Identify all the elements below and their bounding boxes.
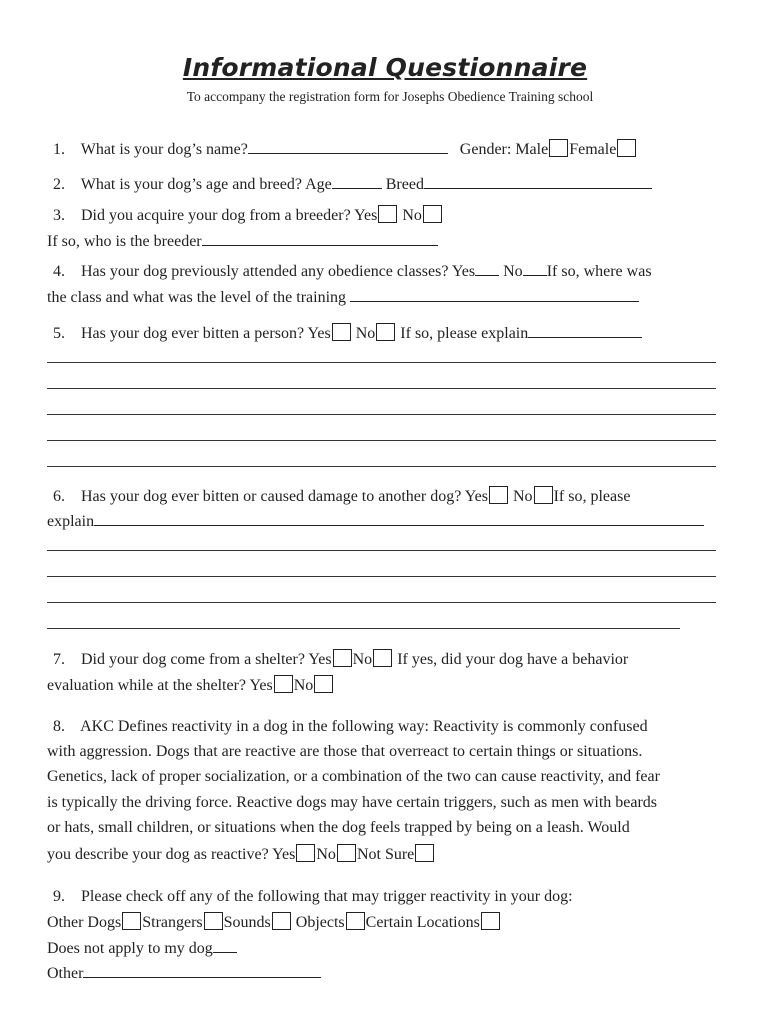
reactive-no-label: No: [316, 846, 336, 863]
question-6: 6. Has your dog ever bitten or caused damage to another dog? Yes No If so, please: [53, 488, 631, 505]
bitten-dog-explain-label: If so, please: [553, 488, 631, 505]
classes-no-field[interactable]: [523, 261, 547, 276]
question-1: 1. What is your dog’s name? Gender: Male Female: [47, 139, 637, 160]
trigger-other-dogs-checkbox[interactable]: [122, 912, 141, 930]
explain-line[interactable]: [47, 576, 716, 577]
reactive-no-checkbox[interactable]: [337, 844, 356, 862]
question-8: 8. AKC Defines reactivity in a dog in the following way: Reactivity is commonly confused: [53, 718, 648, 735]
shelter-no-label: No: [352, 651, 373, 668]
bitten-person-explain-label: If so, please explain: [400, 325, 529, 342]
eval-no-checkbox[interactable]: [314, 675, 333, 693]
breeder-no-checkbox[interactable]: [423, 205, 442, 223]
breeder-no-label: No: [402, 207, 422, 224]
gender-female-checkbox[interactable]: [617, 139, 636, 157]
question-2: 2. What is your dog’s age and breed? Age Breed: [47, 174, 652, 195]
not-apply-field[interactable]: [213, 938, 237, 953]
gender-male-label: Gender: Male: [459, 141, 549, 158]
classes-where-label: If so, where was: [546, 263, 652, 280]
bitten-person-yes-checkbox[interactable]: [332, 323, 351, 341]
not-apply-row: [47, 938, 237, 959]
trigger-options: [47, 912, 501, 933]
dog-name-field[interactable]: [248, 139, 448, 154]
question-3-text: Did you acquire your dog from a breeder? Yes: [81, 207, 378, 224]
question-6-explain-label: explain: [47, 513, 95, 530]
question-3-followup: [47, 231, 438, 252]
question-8-last-line: [47, 844, 435, 865]
page-title: Informational Questionnaire: [182, 53, 588, 82]
explain-line[interactable]: [47, 602, 716, 603]
explain-line[interactable]: [47, 440, 716, 441]
question-5: 5. Has your dog ever bitten a person? Yes No If so, please explain: [47, 323, 642, 344]
trigger-sounds-checkbox[interactable]: [272, 912, 291, 930]
eval-yes-checkbox[interactable]: [274, 675, 293, 693]
classes-no-label: No: [503, 263, 523, 280]
reactive-not-sure-checkbox[interactable]: [415, 844, 434, 862]
trigger-locations-label: Certain Locations: [365, 914, 480, 931]
question-1-text: What is your dog’s name?: [80, 141, 248, 158]
explain-line[interactable]: [47, 362, 716, 363]
training-level-field[interactable]: [350, 287, 639, 302]
breeder-who-label: If so, who is the breeder: [47, 233, 202, 250]
question-6-line-2: [47, 511, 704, 532]
shelter-eval-label: If yes, did your dog have a behavior: [397, 651, 629, 668]
bitten-person-no-checkbox[interactable]: [376, 323, 395, 341]
shelter-yes-checkbox[interactable]: [333, 649, 352, 667]
question-8-text: AKC Defines reactivity in a dog in the following way: Reactivity is commonly confused: [80, 718, 648, 735]
question-5-text: Has your dog ever bitten a person? Yes: [81, 325, 331, 342]
question-4-text: Has your dog previously attended any obedience classes? Yes: [81, 263, 476, 280]
gender-female-label: Female: [569, 141, 617, 158]
reactive-question-text: you describe your dog as reactive? Yes: [47, 846, 296, 863]
question-3: 3. Did you acquire your dog from a breeder? Yes No: [47, 205, 443, 226]
question-7: 7. Did your dog come from a shelter? Yes No If yes, did your dog have a behavior: [53, 651, 629, 668]
question-9: 9. Please check off any of the following that may trigger reactivity in your dog:: [53, 888, 573, 905]
explain-line[interactable]: [47, 388, 716, 389]
dog-breed-field[interactable]: [424, 174, 652, 189]
question-8-line: with aggression. Dogs that are reactive are those that overreact to certain things or situations.: [47, 743, 643, 760]
question-8-line: is typically the driving force. Reactive dogs may have certain triggers, such as men with beards: [47, 794, 658, 811]
shelter-no-checkbox[interactable]: [373, 649, 392, 667]
page-subtitle: To accompany the registration form for Josephs Obedience Training school: [186, 89, 594, 104]
bitten-dog-no-checkbox[interactable]: [534, 486, 553, 504]
trigger-locations-checkbox[interactable]: [481, 912, 500, 930]
breeder-yes-checkbox[interactable]: [378, 205, 397, 223]
question-6-text: Has your dog ever bitten or caused damage to another dog? Yes: [81, 488, 488, 505]
question-4-text-2: the class and what was the level of the training: [47, 289, 347, 306]
breed-label: Breed: [385, 176, 424, 193]
trigger-sounds-label: Sounds: [223, 914, 271, 931]
bitten-dog-explain-field[interactable]: [94, 511, 704, 526]
trigger-strangers-checkbox[interactable]: [204, 912, 223, 930]
question-8-line: Genetics, lack of proper socialization, or a combination of the two can cause reactivity, and fear: [47, 768, 660, 785]
bitten-dog-yes-checkbox[interactable]: [489, 486, 508, 504]
trigger-other-dogs-label: Other Dogs: [47, 914, 122, 931]
other-label: Other: [47, 965, 84, 982]
reactive-yes-checkbox[interactable]: [296, 844, 315, 862]
question-7-line-2: [47, 675, 334, 696]
question-4: 4. Has your dog previously attended any obedience classes? Yes No If so, where was: [53, 263, 652, 280]
explain-line[interactable]: [47, 466, 716, 467]
question-4-line-2: [47, 287, 639, 308]
not-apply-label: Does not apply to my dog: [47, 940, 213, 957]
shelter-eval-text: evaluation while at the shelter? Yes: [47, 677, 273, 694]
other-row: [47, 963, 321, 984]
explain-line[interactable]: [47, 628, 680, 629]
dog-age-field[interactable]: [332, 174, 382, 189]
bitten-person-no-label: No: [355, 325, 376, 342]
question-2-text: What is your dog’s age and breed? Age: [80, 176, 332, 193]
classes-yes-field[interactable]: [475, 261, 499, 276]
trigger-strangers-label: Strangers: [142, 914, 203, 931]
bitten-person-explain-field[interactable]: [528, 323, 642, 338]
question-9-text: Please check off any of the following that may trigger reactivity in your dog:: [81, 888, 573, 905]
trigger-objects-label: Objects: [295, 914, 345, 931]
eval-no-label: No: [293, 677, 314, 694]
gender-male-checkbox[interactable]: [549, 139, 568, 157]
trigger-objects-checkbox[interactable]: [346, 912, 365, 930]
bitten-dog-no-label: No: [513, 488, 533, 505]
explain-line[interactable]: [47, 550, 716, 551]
reactive-not-sure-label: Not Sure: [356, 846, 415, 863]
other-trigger-field[interactable]: [83, 963, 321, 978]
breeder-name-field[interactable]: [202, 231, 438, 246]
question-8-line: or hats, small children, or situations when the dog feels trapped by being on a leash. Would: [47, 819, 630, 836]
explain-line[interactable]: [47, 414, 716, 415]
question-7-text: Did your dog come from a shelter? Yes: [81, 651, 332, 668]
